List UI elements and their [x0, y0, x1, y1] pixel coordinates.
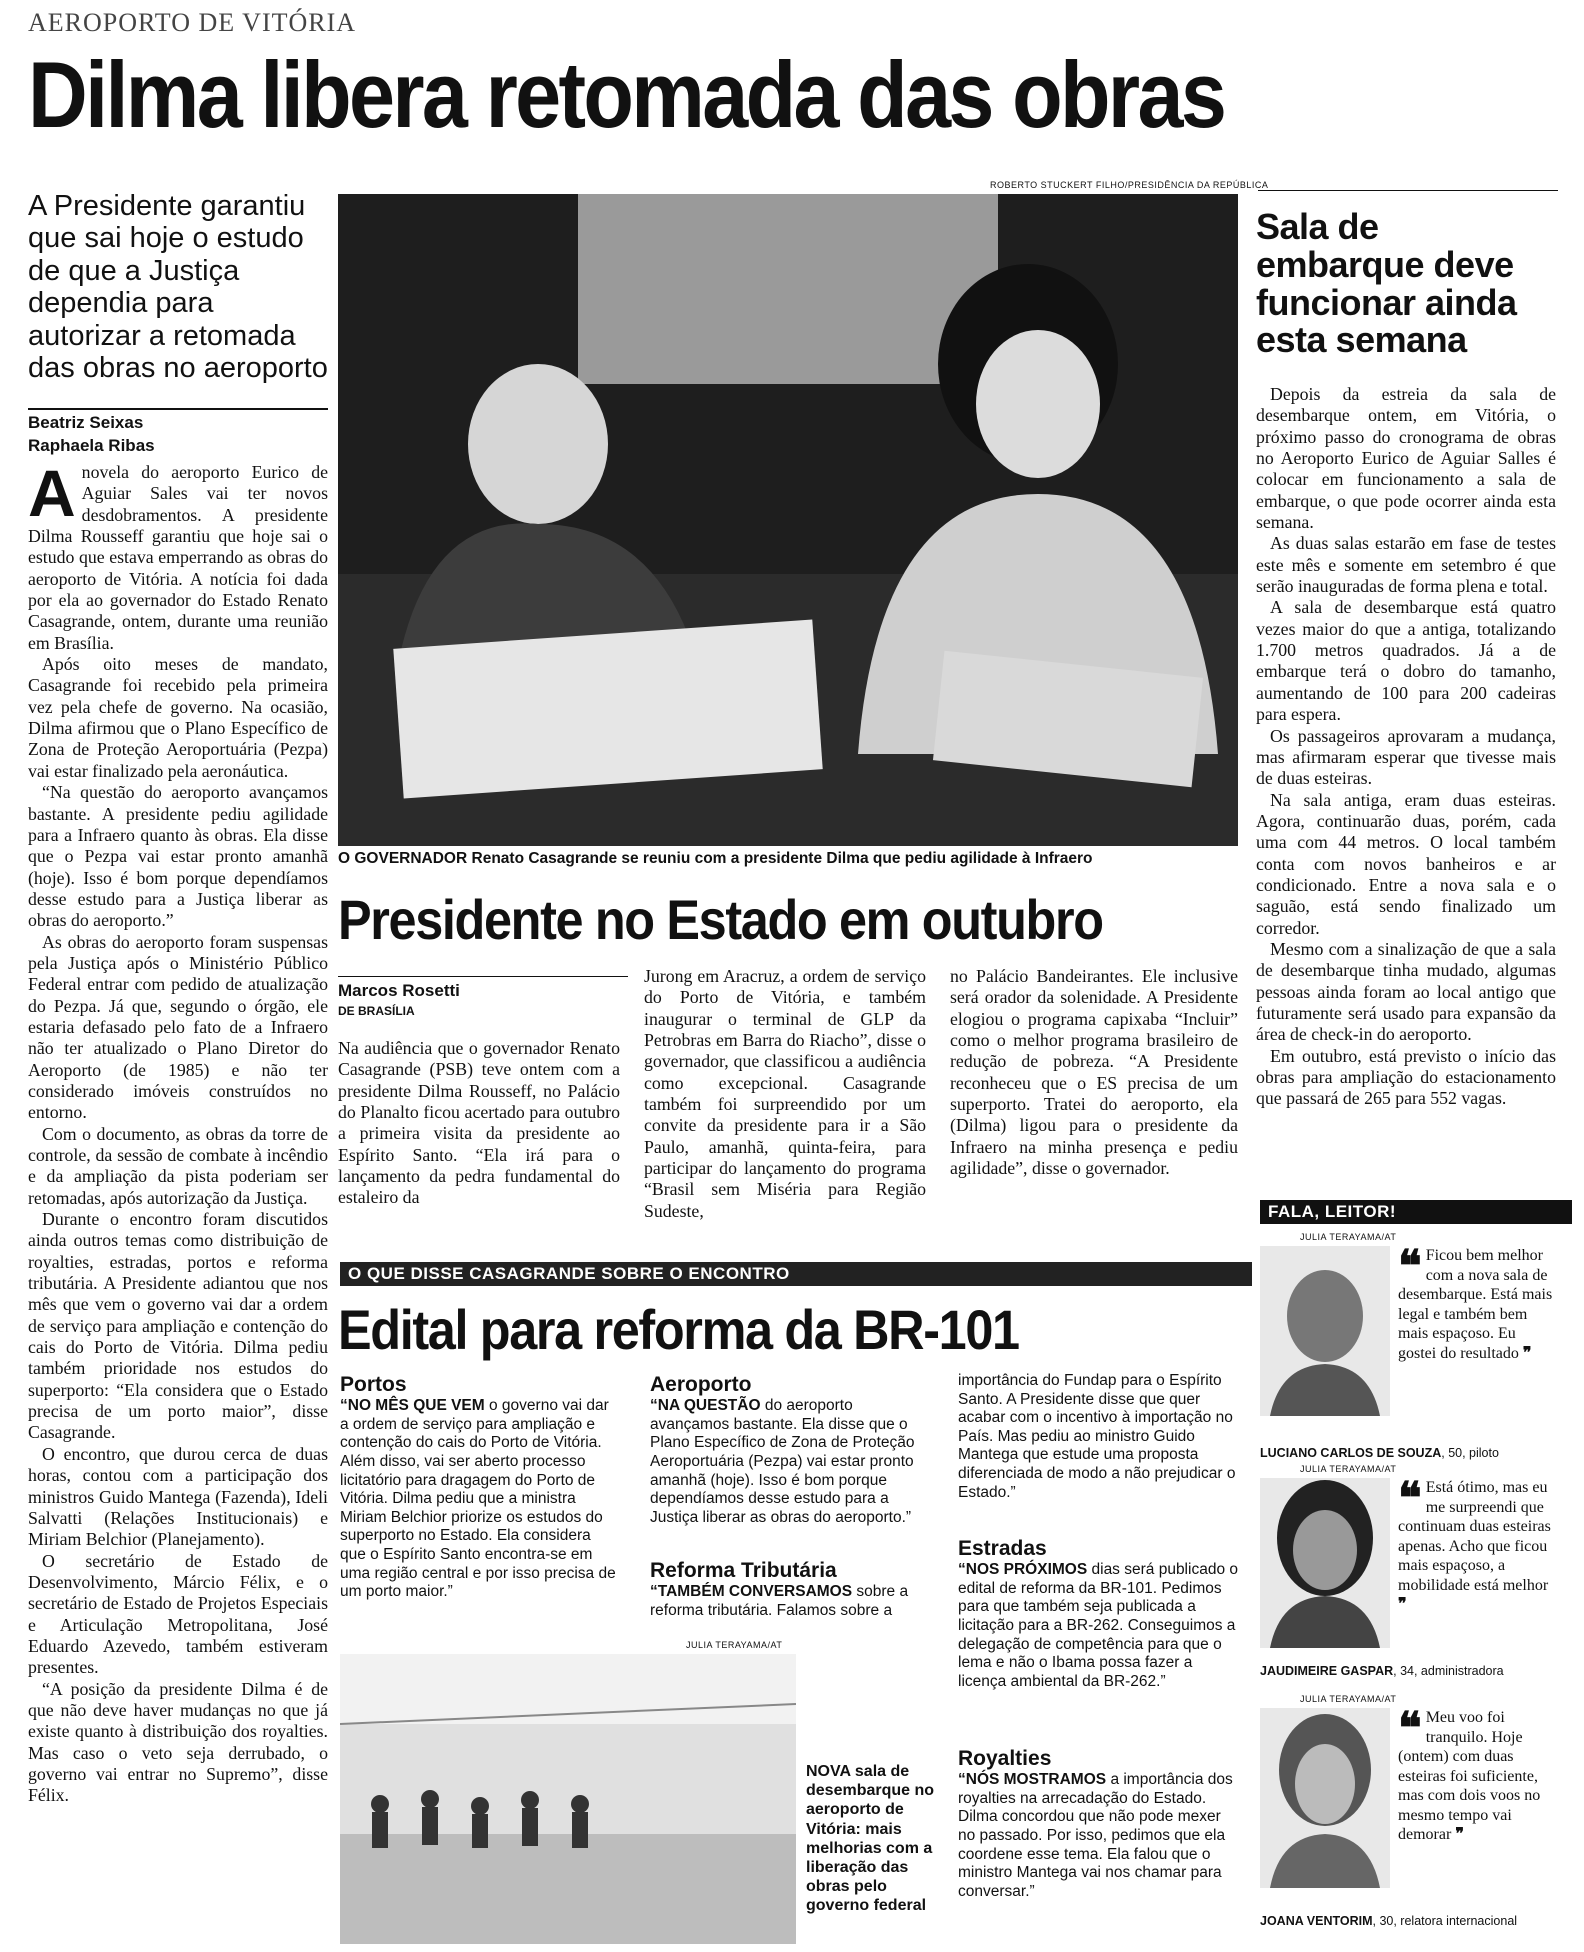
sidebar-body — [1256, 384, 1556, 1164]
quote-block-reforma: Reforma Tributária “TAMBÉM CONVERSAMOS sobre a reforma tributária. Falamos sobre a — [650, 1558, 928, 1620]
avatar — [1260, 1708, 1390, 1888]
reader-2-name: JAUDIMEIRE GASPAR, 34, administradora — [1260, 1664, 1504, 1678]
main-paragraph-2: Após oito meses de mandato, Casagrande foi recebido pela primeira vez pela chefe de governo. Na ocasião, Dilma afirmou que o Plano Específico de Zona de Proteção Aeroportuária (Pezpa) vai estar finalizado pela aeronáutica. — [28, 654, 328, 781]
quote-block-royalties: Royalties “NÓS MOSTRAMOS a importância dos royalties na arrecadação do Estado. Dilma concordou que não pode mexer no passado. Por isso, pedimos que ela coordene esse tema. Ela falou que o ministro Mantega vai nos chamar para conversar.” — [958, 1746, 1238, 1901]
caption-text: Renato Casagrande se reuniu com a presidente Dilma que pediu agilidade à Infraero — [471, 850, 1093, 867]
quote-block-fundap: importância do Fundap para o Espírito Santo. A Presidente disse que quer acabar com o incentivo à importação no País. Mas pediu ao ministro Guido Mantega que estude uma proposta diferenciada de modo a não prejudicar o Estado.” — [958, 1372, 1236, 1501]
second-byline — [338, 980, 460, 1019]
quotes-section-bar — [340, 1262, 1252, 1286]
main-paragraph-3: “Na questão do aeroporto avançamos bastante. A presidente pediu agilidade para a Infraero quanto às obras. Ela disse que o Pezpa vai estar pronto amanhã (hoje). Isso é bom porque dependíamos desse estudo para a Justiça liberar as obras do aeroporto.” — [28, 782, 328, 931]
sidebar-divider — [1258, 190, 1558, 191]
caption-lead: O GOVERNADOR — [338, 850, 468, 867]
quote-heading-estradas: Estradas — [958, 1537, 1047, 1560]
reader-1-credit: JULIA TERAYAMA/AT — [1300, 1232, 1397, 1242]
reader-2-quote: ❝ Está ótimo, mas eu me surpreendi que continuam duas esteiras apenas. Acho que ficou mais espaçoso, a mobilidade está melhor ❞ — [1398, 1474, 1551, 1614]
arrival-hall-illustration — [340, 1654, 796, 1944]
second-byline-divider — [338, 976, 628, 977]
reader-3-credit: JULIA TERAYAMA/AT — [1300, 1694, 1397, 1704]
quote-heading-royalties: Royalties — [958, 1747, 1052, 1770]
second-article-col-3: no Palácio Bandeirantes. Ele inclusive será orador da solenidade. A Presidente elogiou o programa capixaba “Incluir” como o melhor programa brasileiro de redução de pobreza. “A Presidente reconheceu que o ES precisa de um superporto. Tratei do aeroporto, ela (Dilma) ligou para o presidente da Infraero na minha presença e pediu agilidade”, disse o governador. — [950, 966, 1238, 1179]
second-location: DE BRASÍLIA — [338, 1003, 415, 1018]
quote-block-estradas: Estradas “NOS PRÓXIMOS dias será publicado o edital de reforma da BR-101. Pedimos para que também seja publicada a licitação para a BR-262. Conseguimos a delegação de competência para que o lema e não o Ibama possa fazer a licença ambiental da BR-262.” — [958, 1537, 1238, 1690]
bottom-photo-credit: JULIA TERAYAMA/AT — [686, 1640, 783, 1650]
headline-deck: A Presidente garantiu que sai hoje o estudo de que a Justiça dependia para autorizar a retomada das obras no aeroporto — [28, 190, 328, 385]
quote-open-icon: ❝ — [1398, 1474, 1422, 1523]
main-paragraph-1: Anovela do aeroporto Eurico de Aguiar Sales vai ter novos desdobramentos. A presidente Dilma Rousseff garantiu que hoje sai o estudo que estava emperrando as obras do aeroporto de Vitória. A notícia foi dada por ela ao governador do Estado Renato Casagrande, ontem, durante uma reunião em Brasília. — [28, 462, 328, 653]
quote-heading-portos: Portos — [340, 1373, 407, 1396]
meeting-photo-illustration — [338, 194, 1238, 846]
reader-3 — [1260, 1694, 1556, 1944]
reader-2 — [1260, 1464, 1556, 1704]
second-article-col-2: Jurong em Aracruz, a ordem de serviço do Porto de Vitória, e também inaugurar o terminal de GLP da Petrobras em Barra do Riacho”, disse o governador, que classificou a audiência como excepcional. Casagrande também foi surpreendido por um convite da presidente para ir a São Paulo, amanhã, quinta-feira, para participar do lançamento do programa “Brasil sem Miséria para Região Sudeste, — [644, 966, 926, 1221]
sidebar-title: Sala de embarque deve funcionar ainda esta semana — [1256, 206, 1517, 361]
quote-heading-aeroporto: Aeroporto — [650, 1373, 752, 1396]
sidebar-paragraph-2: As duas salas estarão em fase de testes este mês e somente em setembro é que serão inauguradas de forma plena e total. — [1256, 533, 1556, 597]
reader-1-quote: ❝ Ficou bem melhor com a nova sala de desembarque. Está mais legal e também bem mais espaçoso. Eu gostei do resultado ❞ — [1398, 1242, 1553, 1362]
bottom-caption-lead: NOVA — [806, 1763, 851, 1780]
quote-block-portos: Portos “NO MÊS QUE VEM o governo vai dar a ordem de serviço para ampliação e contenção do cais do Porto de Vitória. Além disso, vai ser aberto processo licitatório para dragagem do Porto de Vitória. Dilma pediu que a ministra Miriam Belchior priorize os estudos do superporto no Estado. Ela considera que o Espírito Santo encontra-se em uma região central e por isso precisa de um porto maior.” — [340, 1372, 618, 1602]
reader-2-credit: JULIA TERAYAMA/AT — [1300, 1464, 1397, 1474]
reader-3-portrait — [1260, 1708, 1390, 1888]
main-photo-caption — [338, 850, 1238, 868]
second-author: Marcos Rosetti — [338, 981, 460, 1000]
reader-3-quote: ❝ Meu voo foi tranquilo. Hoje (ontem) com duas esteiras foi suficiente, mas com dois voos no mesmo tempo vai demorar ❞ — [1398, 1704, 1541, 1844]
reader-2-portrait — [1260, 1478, 1390, 1648]
reader-1-name: LUCIANO CARLOS DE SOUZA, 50, piloto — [1260, 1446, 1499, 1460]
main-photo-credit: ROBERTO STUCKERT FILHO/PRESIDÊNCIA DA REPÚBLICA — [990, 180, 1269, 190]
main-photo — [338, 194, 1238, 846]
avatar — [1260, 1246, 1390, 1416]
readers-label: FALA, LEITOR! — [1268, 1202, 1397, 1221]
sidebar-paragraph-6: Mesmo com a sinalização de que a sala de desembarque tinha mudado, algumas pessoas ainda foram ao local antigo que futuramente será usado para expansão da área de check-in do aeroporto. — [1256, 938, 1556, 1045]
readers-bar — [1260, 1200, 1572, 1224]
quotes-bar-label: O QUE DISSE CASAGRANDE SOBRE O ENCONTRO — [348, 1264, 790, 1283]
quote-open-icon: ❝ — [1398, 1704, 1422, 1753]
sidebar-paragraph-3: A sala de desembarque está quatro vezes maior do que a antiga, totalizando 1.700 metros quadrados. Já a de embarque terá o dobro do tamanho, aumentando de 100 para 200 cadeiras para espera. — [1256, 597, 1556, 725]
main-paragraph-9: “A posição da presidente Dilma é de que não deve haver mudanças no que já existe quanto à distribuição dos royalties. Mas caso o veto seja derrubado, o governo vai entrar no Supremo”, disse Félix. — [28, 1678, 328, 1806]
quote-open-icon: ❝ — [1398, 1242, 1422, 1291]
reader-3-name: JOANA VENTORIM, 30, relatora internacional — [1260, 1914, 1518, 1928]
second-article-title: Presidente no Estado em outubro — [338, 888, 1103, 951]
sidebar-paragraph-4: Os passageiros aprovaram a mudança, mas afirmaram esperar que tivesse mais de duas esteiras. — [1256, 725, 1556, 789]
main-paragraph-7: O encontro, que durou cerca de duas horas, contou com a participação dos ministros Guido Mantega (Fazenda), Ideli Salvatti (Relações Institucionais) e Miriam Belchior (Planejamento). — [28, 1443, 328, 1550]
main-paragraph-6: Durante o encontro foram discutidos ainda outros temas como distribuição de royalties, estradas, portos e reforma tributária. A Presidente adiantou que nos mês que vem o governo vai dar a ordem de serviço para ampliação e contenção do cais do Porto de Vitória. Dilma pediu também prioridade nos estudos do superporto: “Ela considera que o Estado precisa de um porto maior”, disse Casagrande. — [28, 1209, 328, 1443]
reader-1 — [1260, 1232, 1556, 1472]
main-byline — [28, 412, 155, 458]
main-paragraph-4: As obras do aeroporto foram suspensas pela Justiça após o Ministério Público Federal entrar com pedido de atualização do Pezpa. Já que, segundo o órgão, ele estaria defasado pelo fato de a Infraero não ter atualizado o Plano Diretor do Aeroporto (de 1985) e não ter considerado imóveis construídos no entorno. — [28, 931, 328, 1123]
bottom-photo — [340, 1654, 796, 1944]
section-kicker: AEROPORTO DE VITÓRIA — [28, 8, 357, 37]
sidebar-paragraph-1: Depois da estreia da sala de desembarque ontem, em Vitória, o próximo passo do cronograma de obras no Aeroporto Eurico de Aguiar Salles é colocar em funcionamento a sala de embarque, o que pode ocorrer ainda esta semana. — [1256, 384, 1556, 533]
reader-1-portrait — [1260, 1246, 1390, 1416]
page-headline: Dilma libera retomada das obras — [28, 42, 1225, 147]
main-paragraph-8: O secretário de Estado de Desenvolvimento, Márcio Félix, e o secretário de Estado de Projetos Especiais e Articulação Metropolitana, José Eduardo Azevedo, também estiveram presentes. — [28, 1550, 328, 1678]
byline-divider — [28, 408, 328, 410]
sidebar-paragraph-7: Em outubro, está previsto o início das obras para ampliação do estacionamento que passará de 265 para 552 vagas. — [1256, 1045, 1556, 1109]
main-article-body — [28, 462, 328, 1942]
main-paragraph-5: Com o documento, as obras da torre de controle, da sessão de combate à incêndio e da ampliação da pista poderiam ser retomadas, após autorização da Justiça. — [28, 1123, 328, 1208]
quote-block-aeroporto: Aeroporto “NA QUESTÃO do aeroporto avançamos bastante. Ela disse que o Plano Específico de Zona de Proteção Aeroportuária (Pezpa) vai estar pronto amanhã (hoje). Isso é bom porque dependíamos desse estudo para a Justiça liberar as obras do aeroporto.” — [650, 1372, 928, 1527]
avatar — [1260, 1478, 1390, 1648]
bottom-photo-caption — [806, 1762, 946, 1916]
author-1: Beatriz Seixas — [28, 413, 144, 432]
bottom-caption-text: sala de desembarque no aeroporto de Vitória: mais melhorias com a liberação das obras pelo governo federal — [806, 1763, 935, 1915]
sidebar-paragraph-5: Na sala antiga, eram duas esteiras. Agora, continuarão duas, porém, cada uma com 44 metros. O local também conta com novos banheiros e ar condicionado. Entre a nova sala e o saguão, está sendo finalizado um corredor. — [1256, 789, 1556, 938]
author-2: Raphaela Ribas — [28, 435, 155, 455]
quotes-section-title: Edital para reforma da BR-101 — [338, 1298, 1019, 1361]
second-article-col-1: Na audiência que o governador Renato Casagrande (PSB) teve ontem com a presidente Dilma Rousseff, no Palácio do Planalto ficou acertado para outubro a primeira visita da presidente ao Espírito Santo. “Ela irá para o lançamento da pedra fundamental do estaleiro da — [338, 1038, 620, 1208]
drop-cap: A — [28, 462, 76, 530]
quote-heading-reforma: Reforma Tributária — [650, 1559, 837, 1582]
